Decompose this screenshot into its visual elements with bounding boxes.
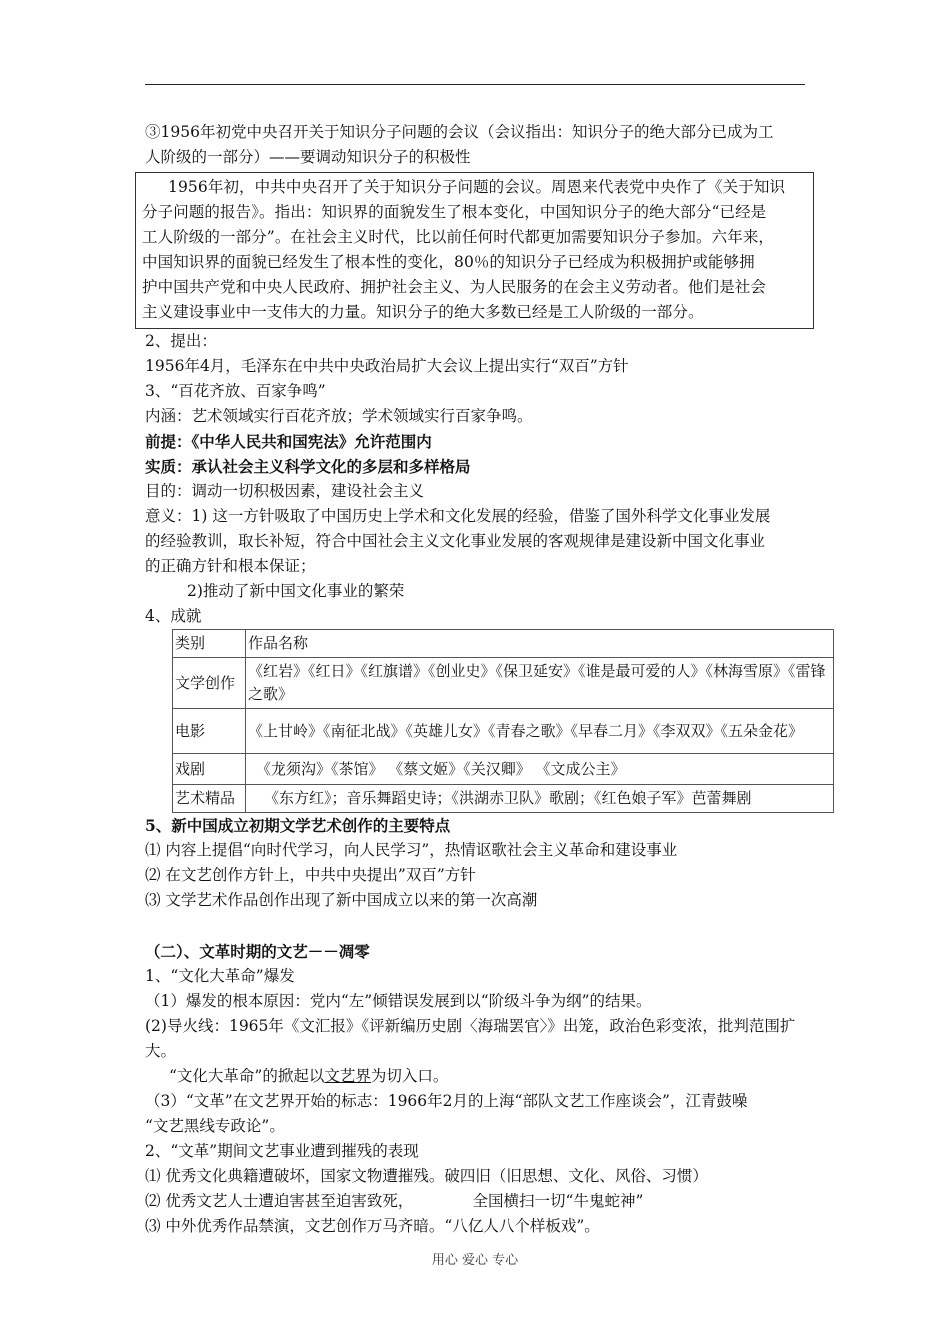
table-cell-category: 电影 (173, 709, 246, 754)
box-line: 主义建设事业中一支伟大的力量。知识分子的绝大多数已经是工人阶级的一部分。 (142, 303, 704, 321)
table-cell-works: 《龙须沟》《茶馆》 《蔡文姬》《关汉卿》 《文成公主》 (246, 754, 834, 785)
box-line: 护中国共产党和中央人民政府、拥护社会主义、为人民服务的在会主义劳动者。他们是社会 (142, 278, 767, 296)
table-header-cell: 作品名称 (246, 630, 834, 658)
section-heading: 1、“文化大革命”爆发 (145, 967, 295, 985)
paragraph: 意义：1) 这一方针吸取了中国历史上学术和文化发展的经验，借鉴了国外科学文化事业发展 (145, 507, 771, 525)
paragraph-bold: 前提：《中华人民共和国宪法》允许范围内 (145, 432, 432, 451)
list-item: “文艺黑线专政论”。 (145, 1117, 285, 1135)
list-item: （3）“文革”在文艺界开始的标志：1966年2月的上海“部队文艺工作座谈会”，江青鼓噪 (145, 1092, 748, 1110)
paragraph: 的正确方针和根本保证； (145, 557, 316, 575)
table-cell-category: 文学创作 (173, 658, 246, 709)
table-cell-category: 艺术精品 (173, 785, 246, 813)
table-row (173, 658, 834, 709)
box-line: 分子问题的报告》。指出：知识界的面貌发生了根本变化，中国知识分子的绝大部分“已经是 (142, 203, 767, 221)
table-cell-category: 戏剧 (173, 754, 246, 785)
paragraph: 目的：调动一切积极因素，建设社会主义 (145, 482, 425, 500)
box-line: 工人阶级的一部分”。在社会主义时代，比以前任何时代都更加需要知识分子参加。六年来， (142, 228, 775, 246)
section-heading: 4、成就 (145, 607, 202, 625)
paragraph: 人阶级的一部分）——要调动知识分子的积极性 (145, 148, 471, 166)
table-cell-works: 《红岩》《红日》《红旗谱》《创业史》《保卫延安》《谁是最可爱的人》《林海雪原》《雷锋之歌》 (246, 658, 834, 709)
list-item: (2)导火线：1965年《文汇报》《评新编历史剧〈海瑞罢官〉》出笼，政治色彩变浓，批判范围扩 (145, 1017, 796, 1035)
box-line: 1956年初，中共中央召开了关于知识分子问题的会议。周恩来代表党中央作了《关于知识 (168, 178, 786, 196)
paragraph: 的经验教训，取长补短，符合中国社会主义文化事业发展的客观规律是建设新中国文化事业 (145, 532, 766, 550)
list-item: ⑴ 优秀文化典籍遭破坏，国家文物遭摧残。破四旧（旧思想、文化、风俗、习惯） (145, 1167, 708, 1185)
table-cell-works: 《东方红》；音乐舞蹈史诗；《洪湖赤卫队》歌剧；《红色娘子军》芭蕾舞剧 (246, 785, 834, 813)
document-body (142, 120, 826, 1239)
paragraph: 2)推动了新中国文化事业的繁荣 (187, 582, 405, 600)
list-item: ⑶ 中外优秀作品禁演，文艺创作万马齐暗。“八亿人八个样板戏”。 (145, 1217, 600, 1235)
paragraph (145, 1064, 810, 1089)
list-item: ⑵ 优秀文艺人士遭迫害甚至迫害致死， 全国横扫一切“牛鬼蛇神” (145, 1192, 644, 1210)
table-row (173, 709, 834, 754)
list-item: （1）爆发的根本原因：党内“左”倾错误发展到以“阶级斗争为纲”的结果。 (145, 992, 652, 1010)
header-rule (145, 84, 805, 85)
achievements-table (172, 629, 834, 813)
table-row (173, 785, 834, 813)
text-span: 为切入口。 (370, 1067, 449, 1085)
table-header-cell: 类别 (173, 630, 246, 658)
page-footer: 用心 爱心 专心 (431, 1253, 519, 1268)
section-heading: 2、“文革”期间文艺事业遭到摧残的表现 (145, 1142, 419, 1160)
list-item: ⑴ 内容上提倡“向时代学习，向人民学习”，热情讴歌社会主义革命和建设事业 (145, 841, 678, 859)
list-item: 大。 (145, 1042, 177, 1060)
paragraph: ③1956年初党中央召开关于知识分子问题的会议（会议指出：知识分子的绝大部分已成为工 (145, 123, 774, 141)
quote-box (135, 172, 814, 329)
table-row (173, 754, 834, 785)
section-heading: 2、提出： (145, 332, 217, 350)
section-heading: 5、新中国成立初期文学艺术创作的主要特点 (145, 816, 451, 835)
list-item: ⑶ 文学艺术作品创作出现了新中国成立以来的第一次高潮 (145, 891, 538, 909)
underlined-text: 文艺界 (324, 1067, 371, 1085)
paragraph: 内涵：艺术领域实行百花齐放；学术领域实行百家争鸣。 (145, 407, 533, 425)
paragraph: 1956年4月，毛泽东在中共中央政治局扩大会议上提出实行“双百”方针 (145, 357, 629, 375)
list-item: ⑵ 在文艺创作方针上，中共中央提出”双百”方针 (145, 866, 476, 884)
table-header-row (173, 630, 834, 658)
text-span: “文化大革命”的掀起以 (169, 1067, 325, 1085)
box-line: 中国知识界的面貌已经发生了根本性的变化，80％的知识分子已经成为积极拥护或能够拥 (142, 253, 755, 271)
section-heading: 3、“百花齐放、百家争鸣” (145, 382, 326, 400)
part-heading: （二）、文革时期的文艺－－凋零 (145, 942, 370, 961)
paragraph-bold: 实质：承认社会主义科学文化的多层和多样格局 (145, 457, 471, 476)
table-cell-works: 《上甘岭》《南征北战》《英雄儿女》《青春之歌》《早春二月》《李双双》《五朵金花》 (246, 709, 834, 754)
